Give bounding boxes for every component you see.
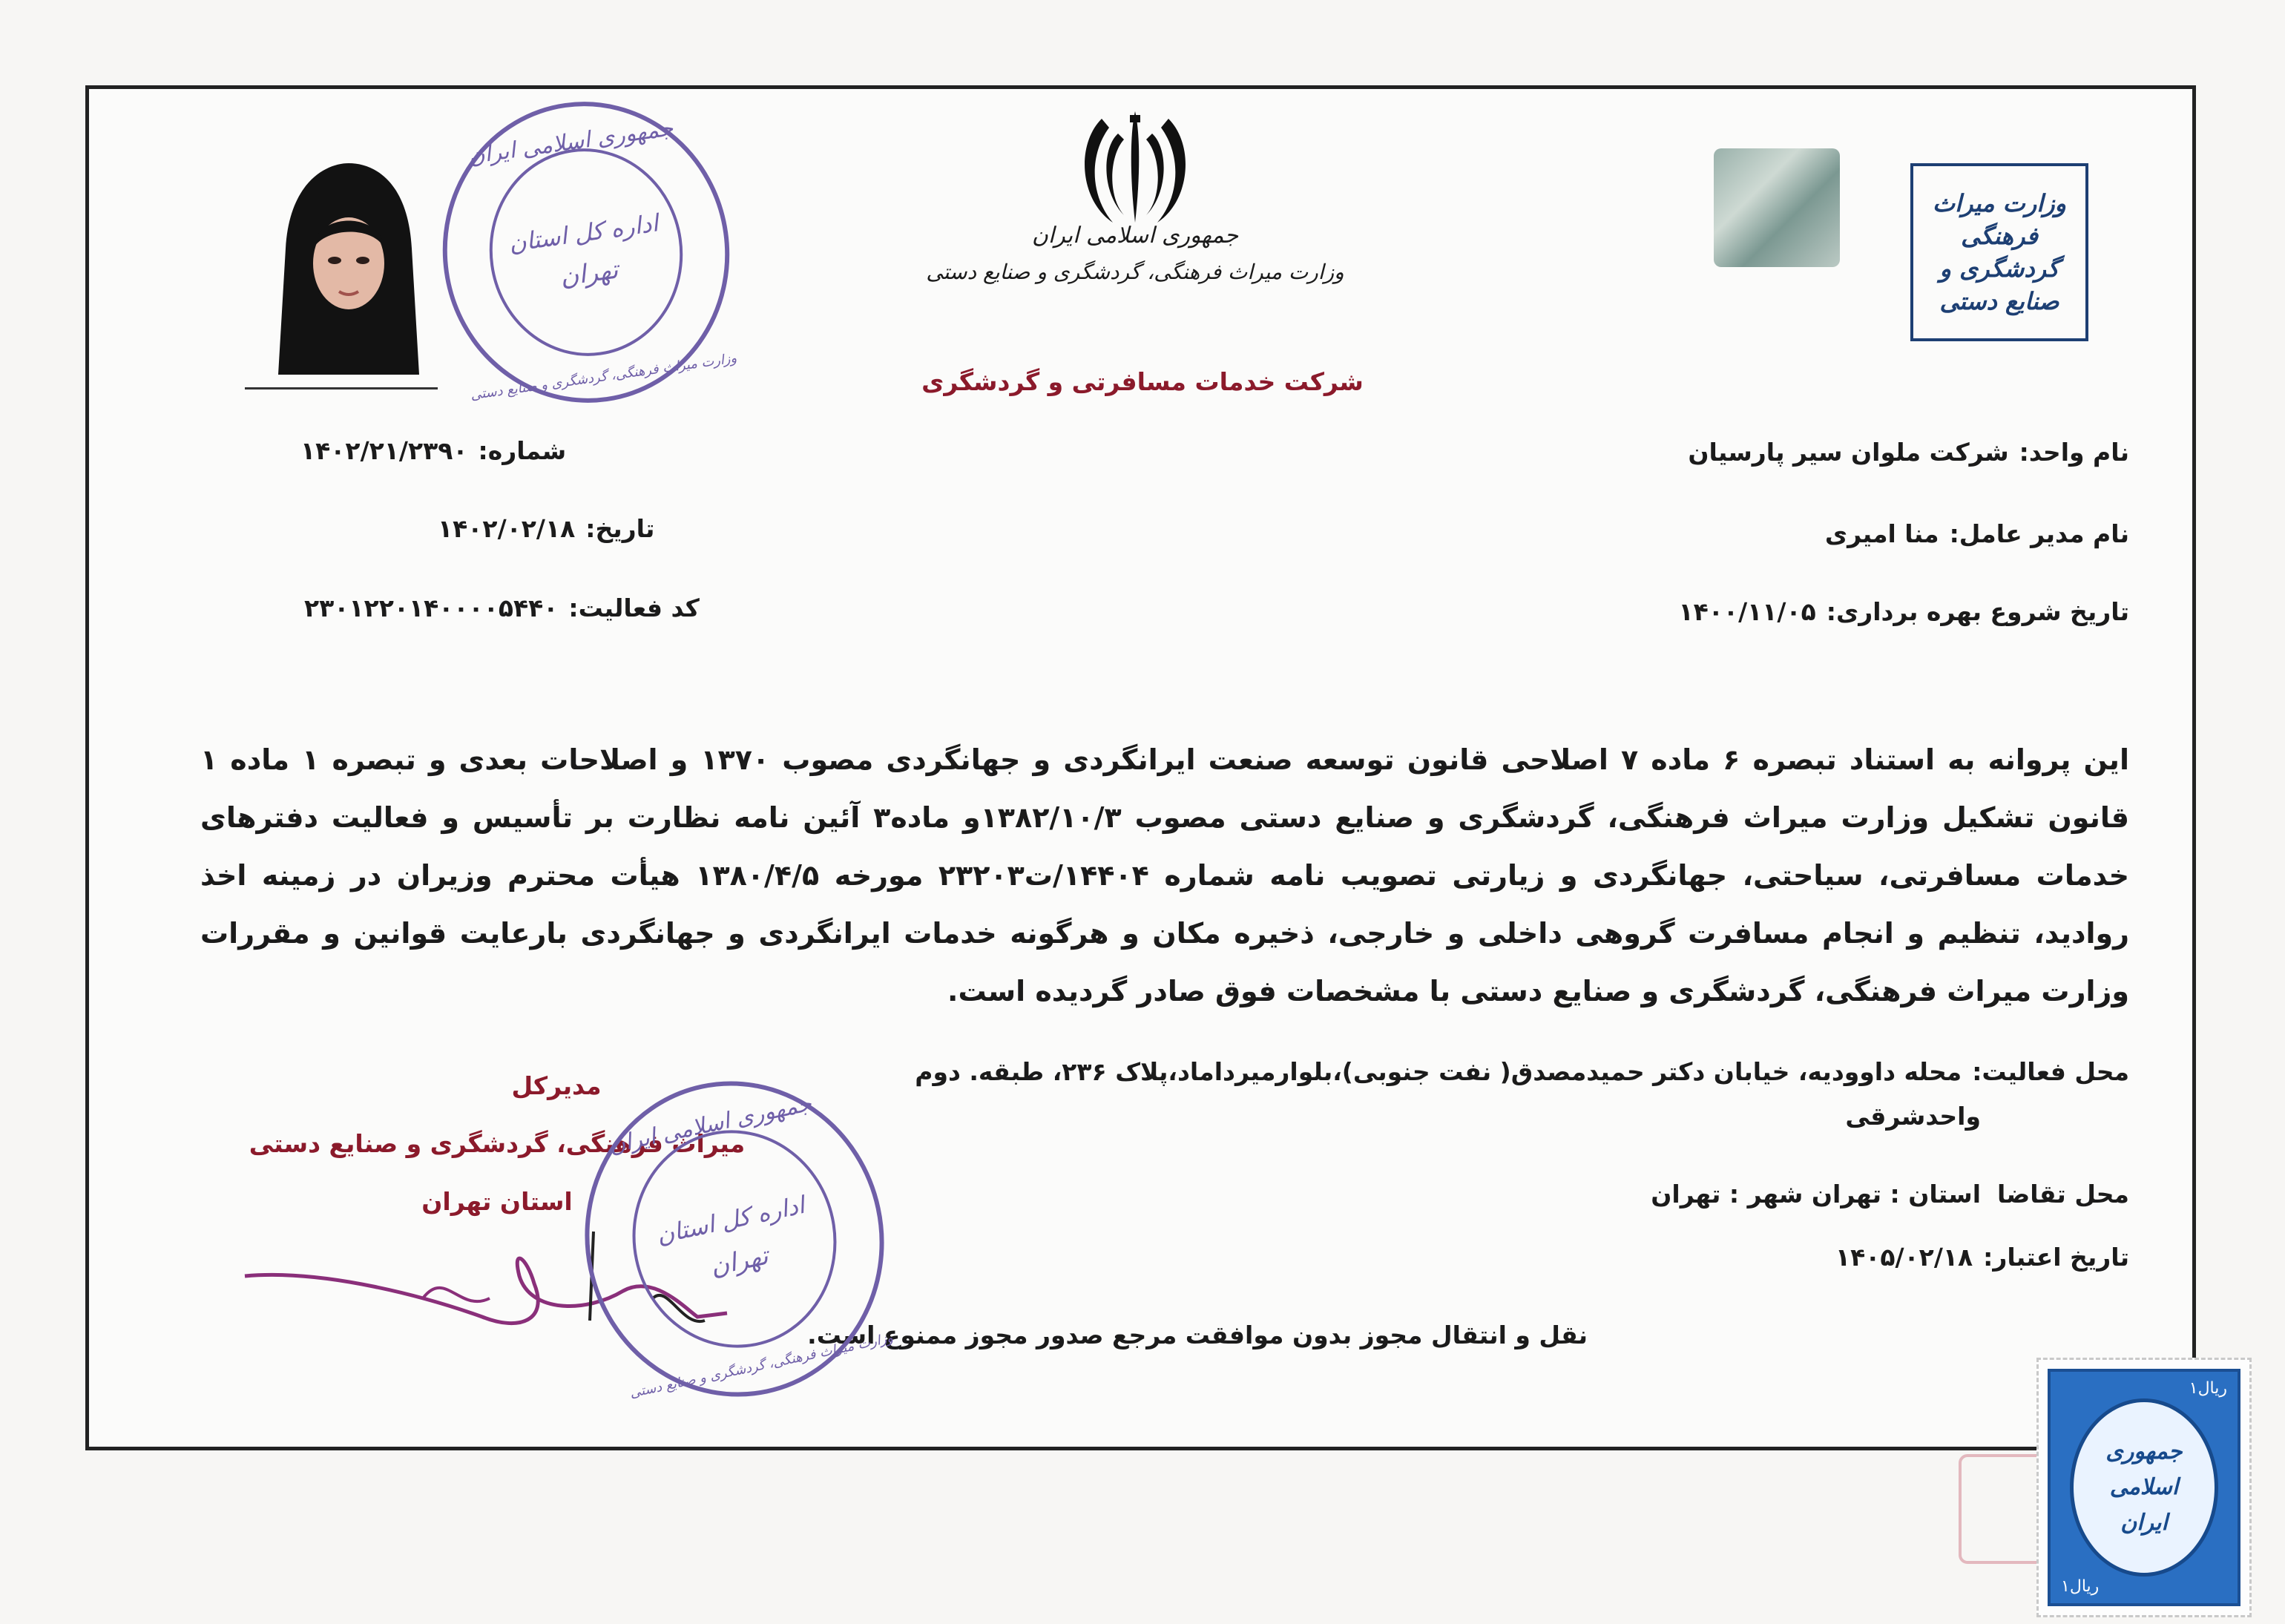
stamp-outer-bottom: وزارت میراث فرهنگی، گردشگری و صنایع دستی [469,350,738,404]
signature-line-2: میراث فرهنگی، گردشگری و صنایع دستی [249,1129,746,1158]
location-field [915,1057,2129,1086]
revenue-stamp-face [2048,1369,2240,1606]
ceo-value: منا امیری [1824,519,1939,548]
signature-line-3: استان تهران [421,1187,573,1216]
unit-name-field [1688,438,2129,467]
date-label: تاریخ: [585,514,655,543]
date-value: ۱۴۰۲/۰۲/۱۸ [438,514,576,543]
stamp-bottom-center-1: اداره کل استان [654,1190,807,1250]
seal-stamp-top [418,77,755,427]
location-line-1: محله داوودیه، خیابان دکتر حمیدمصدق( نفت جنوبی)،بلوارمیرداماد،پلاک ۲۳۶، طبقه. دوم [915,1057,1962,1086]
number-field [300,436,835,465]
license-document [85,85,2196,1450]
location-line-2: واحدشرقی [1845,1102,1981,1131]
request-place-label: محل تقاضا [1997,1180,2129,1209]
revenue-value-top: ۱ریال [2189,1379,2227,1398]
unit-name-value: شرکت ملوان سیر پارسیان [1688,438,2009,467]
ceo-field [1825,519,2129,548]
signature-title: مدیرکل [511,1071,602,1100]
transfer-note: نقل و انتقال مجوز بدون موافقت مرجع صدور مجوز ممنوع است. [807,1321,1588,1350]
validity-value: ۱۴۰۵/۰۲/۱۸ [1835,1243,1973,1272]
photo-underline [245,387,438,389]
ministry-line: وزارت میراث فرهنگی، گردشگری و صنایع دستی [926,260,1344,284]
revenue-text-2: اسلامی [2109,1474,2179,1500]
license-body-text: این پروانه به استناد تبصره ۶ ماده ۷ اصلاحی قانون توسعه صنعت ایرانگردی و جهانگردی مصوب ۱۳۷۰ و اصلاحات بعدی و تبصره ۱ ماده ۱ قانون تشکیل وزارت میراث فرهنگی، گردشگری و صنایع دستی مصوب ۱۳۸۲/۱۰/۳و ماده۳ آئین نامه نظارت بر تأسیس و فعالیت دفترهای خدمات مسافرتی، سیاحتی، جهانگردی و زیارتی تصویب نامه شماره ۱۴۴۰۴/ت۲۳۲۰۳ مورخه ۱۳۸۰/۴/۵ هیأت محترم وزیران در زمینه اخذ روادید، تنظیم و انجام مسافرت گروهی داخلی و خارجی، ذخیره مکان و هرگونه خدمات ایرانگردی و جهانگردی بارعایت قوانین و مقررات وزارت میراث فرهنگی، گردشگری و صنایع دستی با مشخصات فوق صادر گردیده است. [200,743,2129,1007]
revenue-stamp-oval [2070,1398,2218,1577]
activity-code-label: کد فعالیت: [568,594,700,622]
activity-code-value: ۲۳۰۱۲۲۰۱۴۰۰۰۰۵۴۴۰ [304,594,559,622]
number-value: ۱۴۰۲/۲۱/۲۳۹۰ [300,436,468,465]
stamp-bottom-center-2: تهران [707,1240,771,1283]
start-date-label: تاریخ شروع بهره برداری: [1826,597,2129,626]
revenue-text-1: جمهوری [2105,1439,2183,1464]
stamp-center-2: تهران [558,254,620,292]
ministry-logo [1910,163,2088,341]
stamp-bottom-outer-top: جمهوری اسلامی ایران [606,1090,815,1159]
unit-name-label: نام واحد: [2019,438,2129,467]
stamp-bottom-outer-bottom: وزارت میراث فرهنگی، گردشگری و صنایع دستی [628,1329,895,1401]
start-date-value: ۱۴۰۰/۱۱/۰۵ [1678,597,1816,626]
republic-line: جمهوری اسلامی ایران [1031,223,1239,249]
ministry-logo-text: وزارت میراث فرهنگی گردشگری و صنایع دستی [1933,189,2066,315]
revenue-stamp [2036,1358,2252,1617]
iran-emblem-icon [1072,104,1198,226]
revenue-value-bottom: ۱ریال [2061,1577,2100,1596]
validity-field [1835,1243,2129,1272]
ceo-label: نام مدیر عامل: [1949,519,2129,548]
start-date-field [1679,597,2130,626]
activity-code-field [304,594,749,622]
company-type-title: شرکت خدمات مسافرتی و گردشگری [921,367,1364,396]
stamp-center-1: اداره کل استان [507,208,660,258]
applicant-photo [256,152,441,375]
hologram-icon [1714,148,1840,267]
location-label: محل فعالیت: [1972,1057,2129,1086]
stamp-outer-top: جمهوری اسلامی ایران [466,115,675,170]
seal-stamp-bottom [548,1047,921,1431]
request-place-field [1651,1180,2129,1209]
revenue-text-3: ایران [2120,1510,2168,1536]
request-place-value: استان : تهران شهر : تهران [1651,1180,1982,1209]
validity-label: تاریخ اعتبار: [1983,1243,2129,1272]
number-label: شماره: [478,436,567,465]
date-field [438,514,794,543]
